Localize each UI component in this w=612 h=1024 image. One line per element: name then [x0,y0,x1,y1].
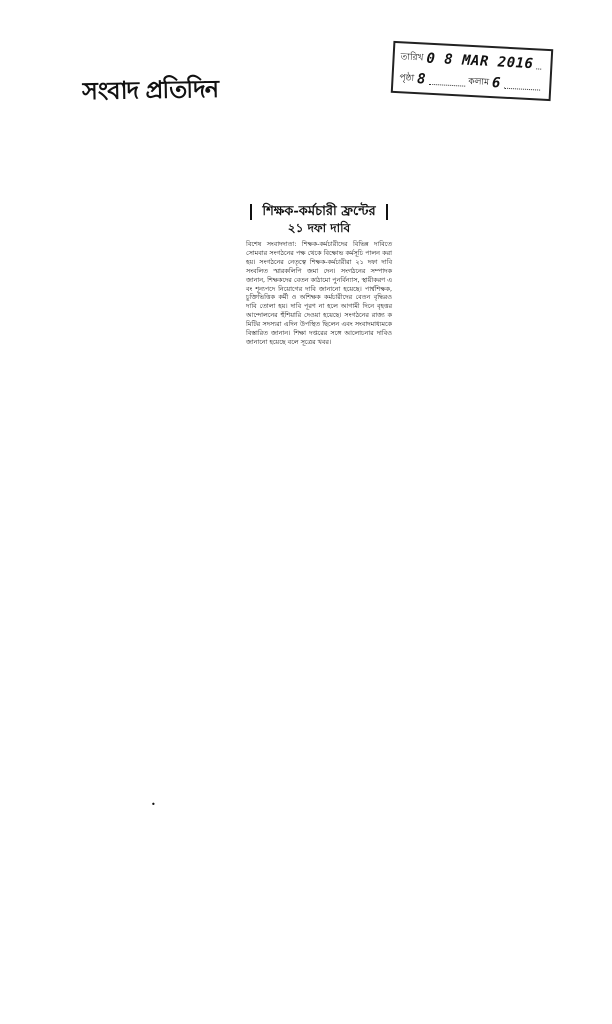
headline-line-2: ২১ দফা দাবি [287,221,351,235]
newspaper-masthead: সংবাদ প্রতিদিন [81,73,219,106]
date-page-stamp [391,41,554,101]
headline-line-1: শিক্ষক-কর্মচারী ফ্রন্টের [250,204,388,220]
stamp-page-label: পৃষ্ঠা [399,73,415,84]
stamp-dotted-line [536,58,542,69]
stamp-page-value: 8 [416,70,427,88]
stamp-dotted-line [504,78,541,91]
stamp-dotted-line [429,74,466,87]
stamp-column-value: 6 [491,74,502,92]
article-body: বিশেষ সংবাদদাতা: শিক্ষক-কর্মচারীদের বিভিন্ন দাবিতে সোমবার সংগঠনের পক্ষ থেকে বিক্ষোভ কর্মসূচি পালন করা হয়। সংগঠনের নেতৃত্বে শিক্ষক-কর্মচারীরা ২১ দফা দাবি সংবলিত স্মারকলিপি জমা দেন। সংগঠনের সম্পাদক জানান, শিক্ষকদের বেতন কাঠামো পুনর্বিন্যাস, স্থায়ীকরণ এবং শূন্যপদে নিয়োগের দাবি জানানো হয়েছে। পার্শ্বশিক্ষক, চুক্তিভিত্তিক কর্মী ও অশিক্ষক কর্মচারীদের বেতন বৃদ্ধিরও দাবি তোলা হয়। দাবি পূরণ না হলে আগামী দিনে বৃহত্তর আন্দোলনের হুঁশিয়ারি দেওয়া হয়েছে। সংগঠনের রাজ্য কমিটির সদস্যরা এদিন উপস্থিত ছিলেন এবং সংবাদমাধ্যমকে বিস্তারিত জানান। শিক্ষা দপ্তরের সঙ্গে আলোচনার দাবিও জানানো হয়েছে বলে সূত্রের খবর। [246,240,392,346]
stray-ink-dot: • [151,800,156,809]
stamp-date-value: 0 8 MAR 2016 [426,50,534,72]
article-headline [246,200,392,236]
news-clipping [246,200,392,347]
stamp-date-label: তারিখ [400,52,424,64]
stamp-column-label: কলাম [468,76,490,88]
